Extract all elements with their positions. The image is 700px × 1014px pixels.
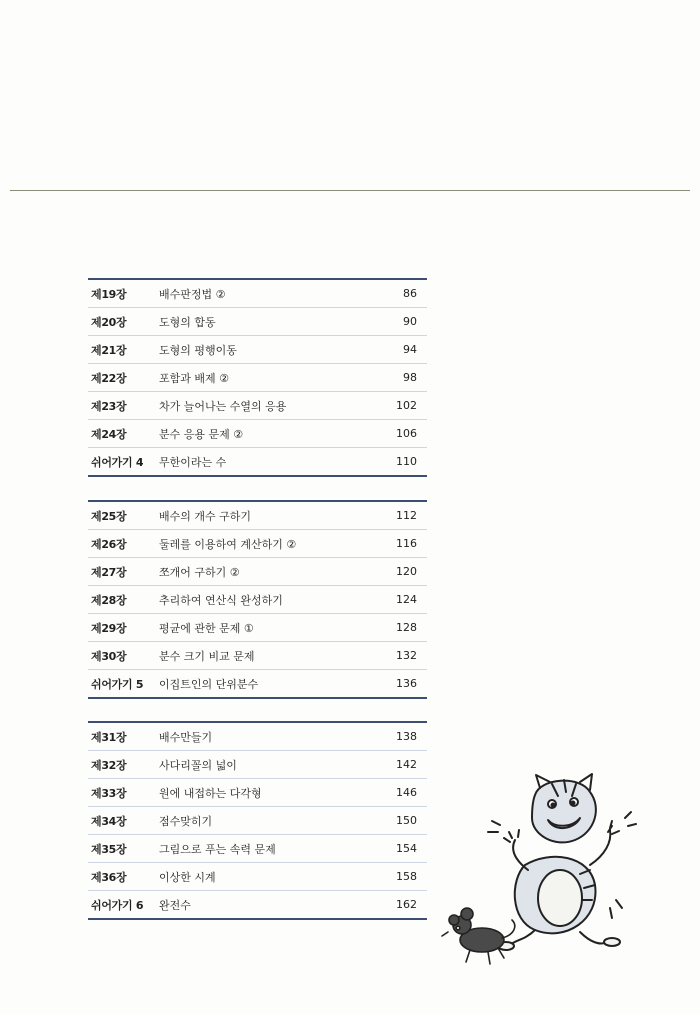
- chapter-title: 포함과 배제 ②: [159, 371, 229, 385]
- toc-row[interactable]: [88, 807, 427, 835]
- toc-row[interactable]: [88, 863, 427, 891]
- chapter-title: 원에 내접하는 다각형: [159, 786, 262, 800]
- toc-row[interactable]: [88, 891, 427, 918]
- header-divider: [10, 190, 690, 191]
- chapter-title: 도형의 합동: [159, 315, 216, 329]
- page-number: 158: [396, 870, 417, 883]
- toc-row[interactable]: [88, 448, 427, 475]
- chapter-title: 도형의 평행이동: [159, 343, 237, 357]
- chapter-number: 제23장: [91, 399, 127, 413]
- chapter-number: 제20장: [91, 315, 127, 329]
- page-number: 162: [396, 898, 417, 911]
- chapter-number: 제30장: [91, 649, 127, 663]
- toc-row[interactable]: [88, 280, 427, 308]
- toc-row[interactable]: [88, 364, 427, 392]
- cartoon-cat-and-mouse-icon: [440, 770, 640, 970]
- chapter-number: 제22장: [91, 371, 127, 385]
- chapter-number: 제25장: [91, 509, 127, 523]
- chapter-number: 제24장: [91, 427, 127, 441]
- chapter-number: 제34장: [91, 814, 127, 828]
- toc-row[interactable]: [88, 751, 427, 779]
- page-number: 132: [396, 649, 417, 662]
- page-number: 138: [396, 730, 417, 743]
- chapter-number: 제28장: [91, 593, 127, 607]
- chapter-title: 그림으로 푸는 속력 문제: [159, 842, 276, 856]
- chapter-number: 제33장: [91, 786, 127, 800]
- toc-row[interactable]: [88, 614, 427, 642]
- chapter-title: 배수의 개수 구하기: [159, 509, 252, 523]
- toc-row[interactable]: [88, 642, 427, 670]
- toc-row[interactable]: [88, 502, 427, 530]
- chapter-number: 쉬어가기 4: [91, 455, 144, 469]
- toc-row[interactable]: [88, 835, 427, 863]
- chapter-number: 제36장: [91, 870, 127, 884]
- chapter-number: 제31장: [91, 730, 127, 744]
- page-number: 142: [396, 758, 417, 771]
- toc-section-3: [88, 721, 427, 920]
- page-number: 128: [396, 621, 417, 634]
- toc-row[interactable]: [88, 670, 427, 697]
- chapter-number: 제35장: [91, 842, 127, 856]
- toc-row[interactable]: [88, 308, 427, 336]
- chapter-title: 둘레를 이용하여 계산하기 ②: [159, 537, 297, 551]
- chapter-title: 분수 응용 문제 ②: [159, 427, 244, 441]
- chapter-title: 이상한 시계: [159, 870, 216, 884]
- chapter-title: 배수판정법 ②: [159, 287, 226, 301]
- toc-row[interactable]: [88, 586, 427, 614]
- page-number: 150: [396, 814, 417, 827]
- page-number: 136: [396, 677, 417, 690]
- chapter-title: 평균에 관한 문제 ①: [159, 621, 254, 635]
- page-number: 116: [396, 537, 417, 550]
- chapter-title: 차가 늘어나는 수열의 응용: [159, 399, 287, 413]
- chapter-number: 제32장: [91, 758, 127, 772]
- page-number: 112: [396, 509, 417, 522]
- toc-section-2: [88, 500, 427, 699]
- page-number: 124: [396, 593, 417, 606]
- chapter-number: 제29장: [91, 621, 127, 635]
- toc-row[interactable]: [88, 723, 427, 751]
- chapter-number: 제26장: [91, 537, 127, 551]
- chapter-title: 추리하여 연산식 완성하기: [159, 593, 283, 607]
- page-number: 106: [396, 427, 417, 440]
- chapter-number: 쉬어가기 5: [91, 677, 144, 691]
- page-number: 102: [396, 399, 417, 412]
- chapter-title: 배수만들기: [159, 730, 213, 744]
- toc-section-1: [88, 278, 427, 477]
- page-number: 110: [396, 455, 417, 468]
- chapter-title: 분수 크기 비교 문제: [159, 649, 255, 663]
- chapter-title: 사다리꼴의 넓이: [159, 758, 237, 772]
- toc-row[interactable]: [88, 420, 427, 448]
- page-number: 86: [403, 287, 417, 300]
- page-number: 146: [396, 786, 417, 799]
- toc-row[interactable]: [88, 558, 427, 586]
- chapter-number: 제19장: [91, 287, 127, 301]
- chapter-title: 완전수: [159, 898, 191, 912]
- toc-row[interactable]: [88, 779, 427, 807]
- toc-row[interactable]: [88, 530, 427, 558]
- page-number: 120: [396, 565, 417, 578]
- chapter-number: 제27장: [91, 565, 127, 579]
- chapter-title: 쪼개어 구하기 ②: [159, 565, 240, 579]
- chapter-title: 무한이라는 수: [159, 455, 227, 469]
- toc-row[interactable]: [88, 392, 427, 420]
- page-number: 154: [396, 842, 417, 855]
- chapter-number: 쉬어가기 6: [91, 898, 144, 912]
- chapter-title: 점수맞히기: [159, 814, 213, 828]
- chapter-title: 이집트인의 단위분수: [159, 677, 259, 691]
- page-number: 98: [403, 371, 417, 384]
- chapter-number: 제21장: [91, 343, 127, 357]
- page-number: 90: [403, 315, 417, 328]
- toc-row[interactable]: [88, 336, 427, 364]
- page-number: 94: [403, 343, 417, 356]
